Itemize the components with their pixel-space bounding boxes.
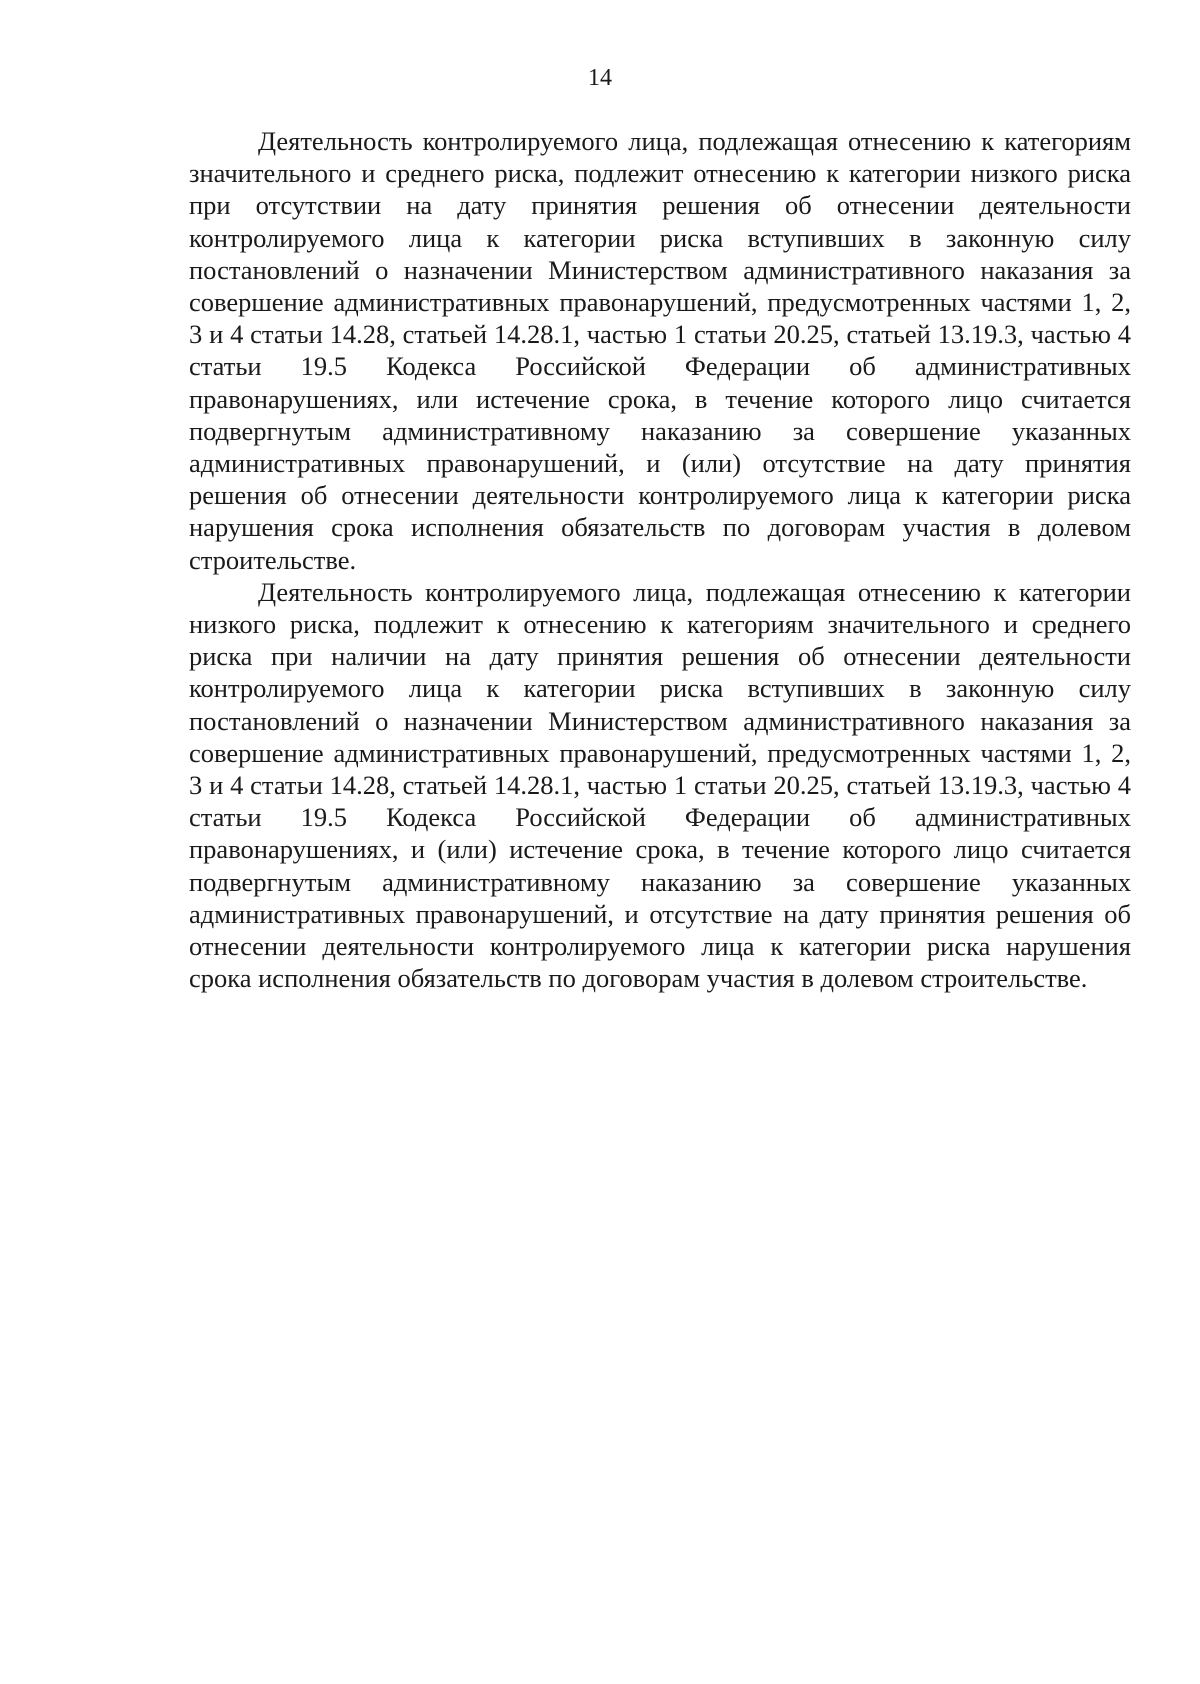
page-number: 14: [588, 65, 612, 91]
paragraph: Деятельность контролируемого лица, подлежащая отнесению к категориям значительного и среднего риска, подлежит отнесению к категории низкого риска при отсутствии на дату принятия решения об отнесении деятельности контролируемого лица к категории риска вступивших в законную силу постановлений о назначении Министерством административного наказания за совершение административных правонарушений, предусмотренных частями 1, 2, 3 и 4 статьи 14.28, статьей 14.28.1, частью 1 статьи 20.25, статьей 13.19.3, частью 4 статьи 19.5 Кодекса Российской Федерации об административных правонарушениях, или истечение срока, в течение которого лицо считается подвергнутым административному наказанию за совершение указанных административных правонарушений, и (или) отсутствие на дату принятия решения об отнесении деятельности контролируемого лица к категории риска нарушения срока исполнения обязательств по договорам участия в долевом строительстве.: [189, 126, 1131, 575]
paragraph: Деятельность контролируемого лица, подлежащая отнесению к категории низкого риска, подлежит к отнесению к категориям значительного и среднего риска при наличии на дату принятия решения об отнесении деятельности контролируемого лица к категории риска вступивших в законную силу постановлений о назначении Министерством административного наказания за совершение административных правонарушений, предусмотренных частями 1, 2, 3 и 4 статьи 14.28, статьей 14.28.1, частью 1 статьи 20.25, статьей 13.19.3, частью 4 статьи 19.5 Кодекса Российской Федерации об административных правонарушениях, и (или) истечение срока, в течение которого лицо считается подвергнутым административному наказанию за совершение указанных административных правонарушений, и отсутствие на дату принятия решения об отнесении деятельности контролируемого лица к категории риска нарушения срока исполнения обязательств по договорам участия в долевом строительстве.: [189, 576, 1131, 994]
document-body: [189, 125, 1131, 994]
